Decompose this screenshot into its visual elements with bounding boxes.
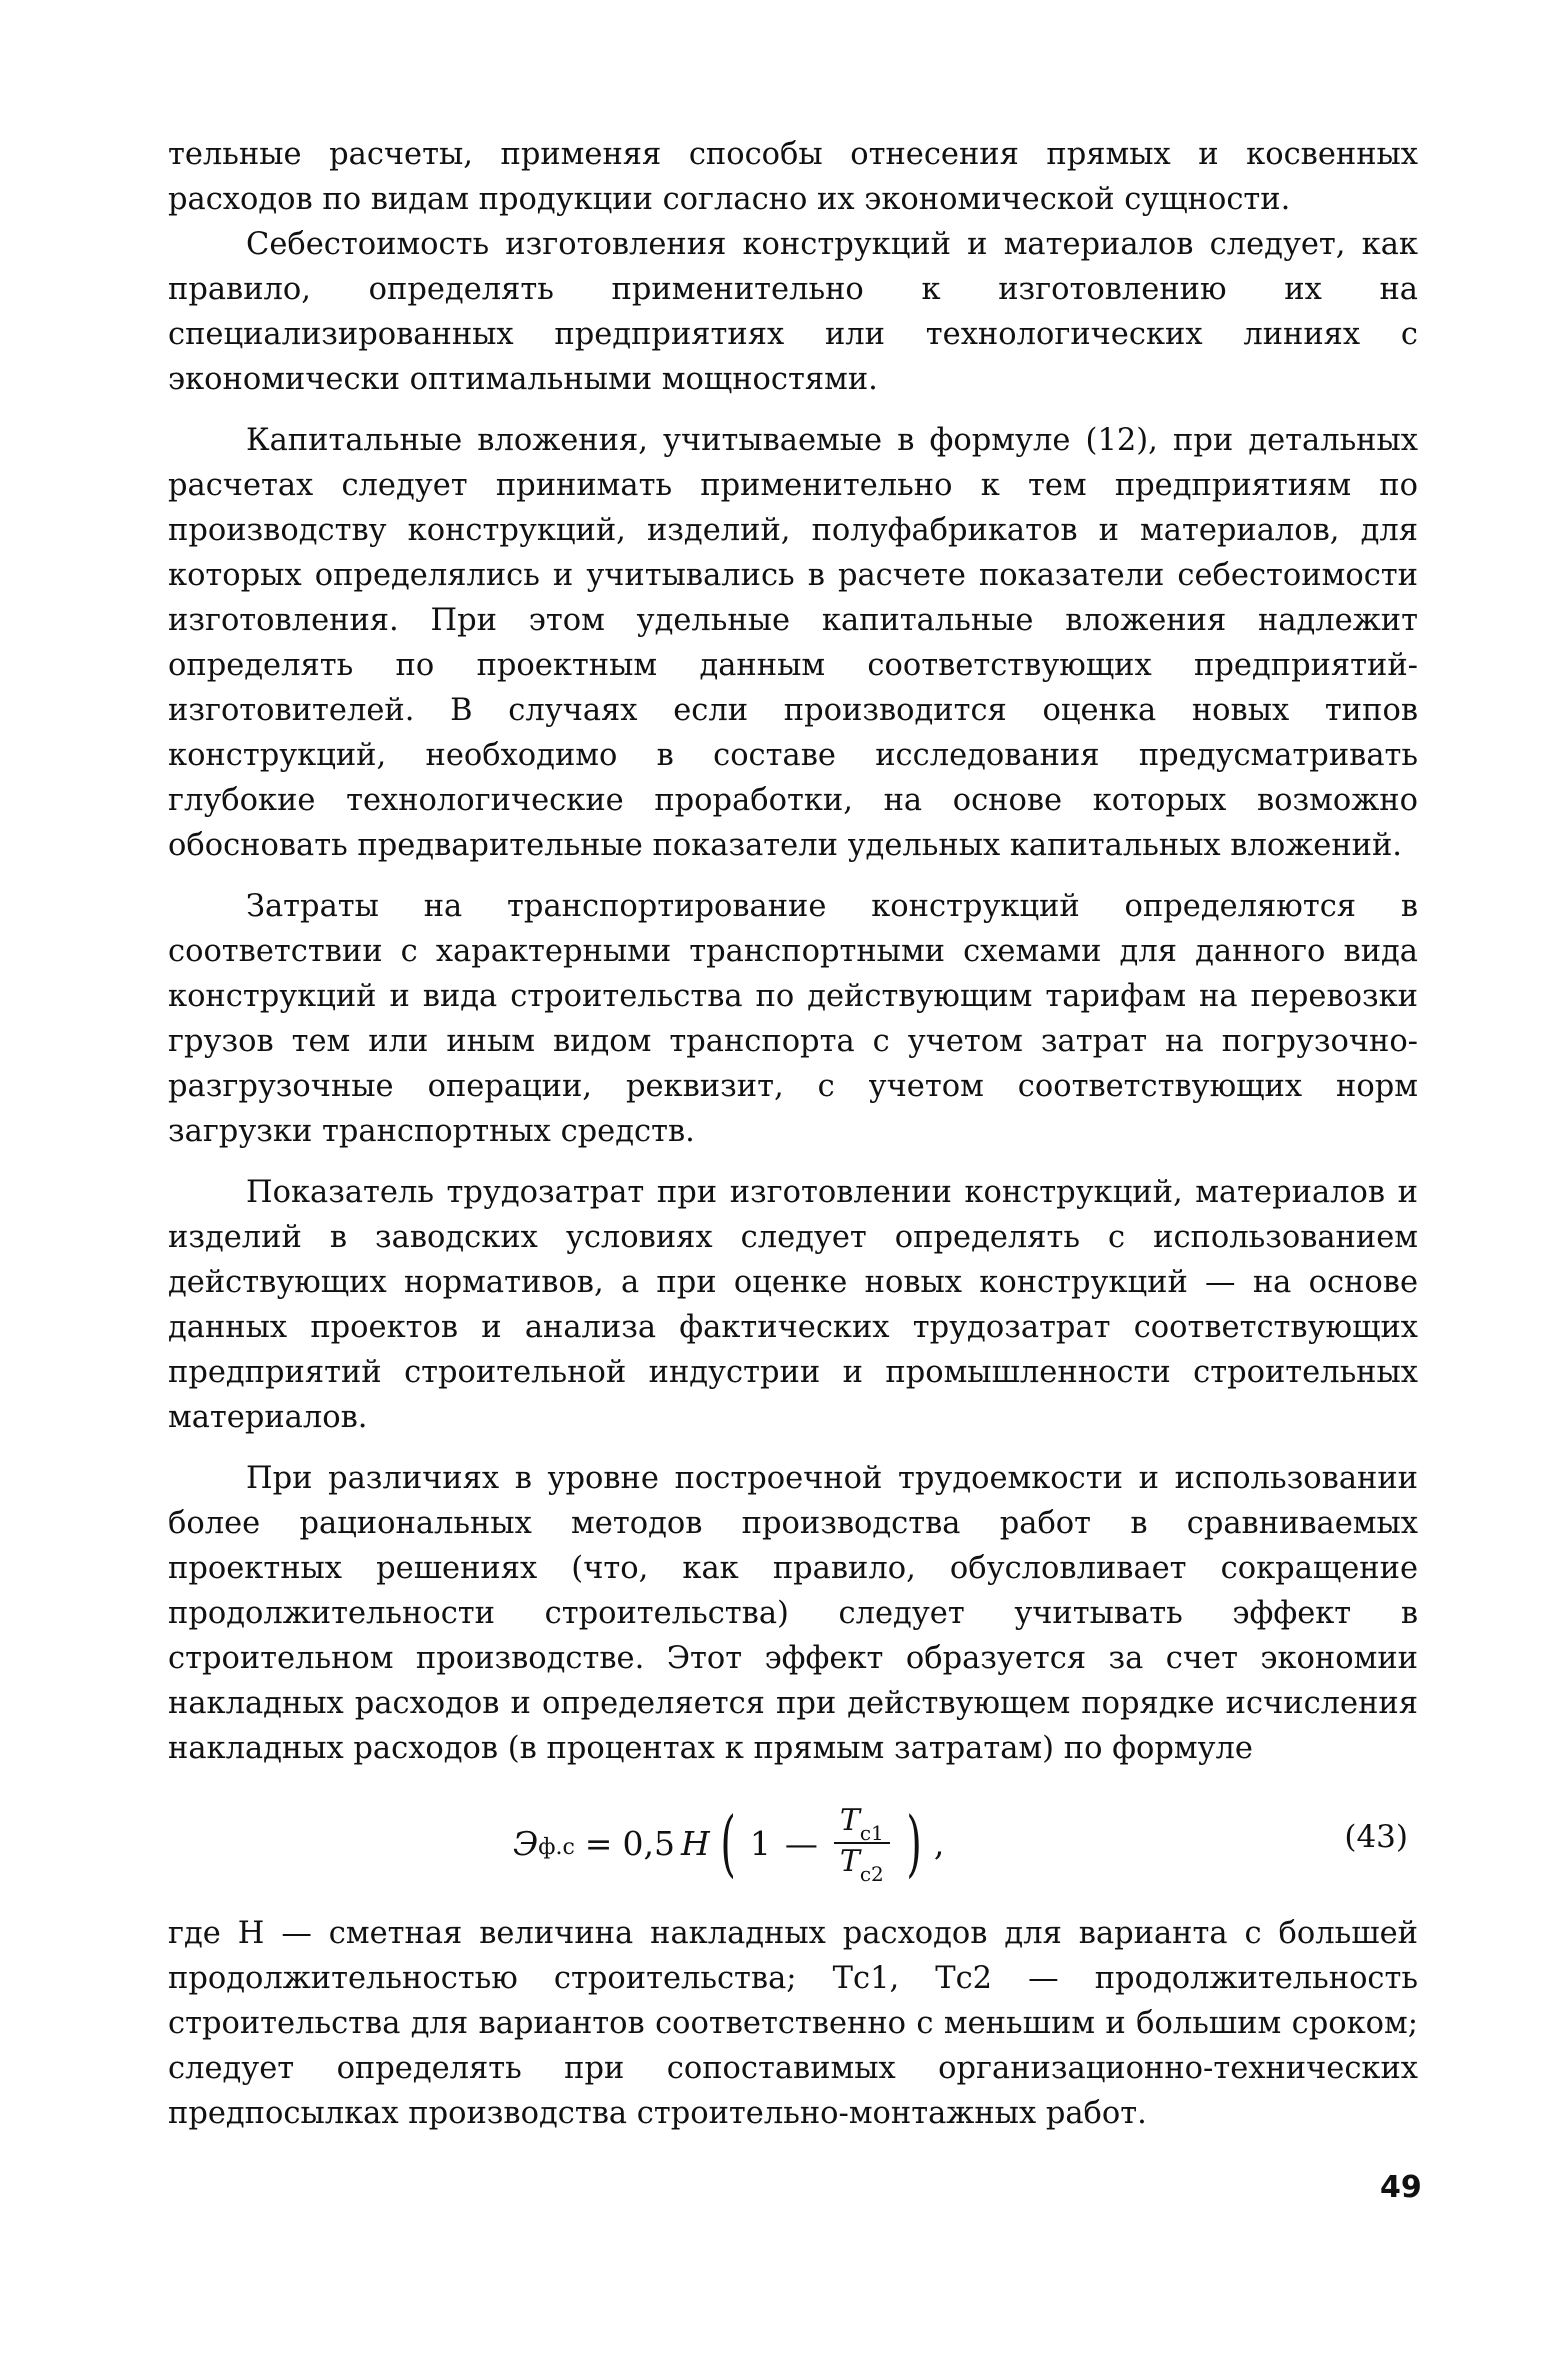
formula-expression xyxy=(513,1801,946,1886)
formula-denominator: $T_{с2}$ xyxy=(839,1844,884,1886)
formula-lhs-symbol: Э xyxy=(513,1823,539,1863)
paragraph-3: Капитальные вложения, учитываемые в формуле (12), при детальных расчетах следует принимать применительно к тем предприятиям по производству конструкций, изделий, полуфабрикатов и материалов, для которых определялись и учитывались в расчете показатели себестоимости изготовления. При этом удельные капитальные вложения надлежит определять по проектным данным соответствующих предприятий-изготовителей. В случаях если производится оценка новых типов конструкций, необходимо в составе исследования предусматривать глубокие технологические проработки, на основе которых возможно обосновать предварительные показатели удельных капитальных вложений. xyxy=(168,423,1418,863)
formula-numerator: $T_{с1}$ xyxy=(834,1803,890,1844)
paragraph-7: где H — сметная величина накладных расходов для варианта с большей продолжительностью строительства; Tс1, Tс2 — продолжительность строительства для вариантов соответственно с меньшим и большим сроком; следует определять при сопоставимых организационно-технических предпосылках производства строительно-монтажных работ. xyxy=(168,1916,1418,2131)
formula-one: 1 xyxy=(749,1823,771,1863)
formula-lhs-subscript: ф.с xyxy=(538,1834,575,1860)
paragraph-4: Затраты на транспортирование конструкций определяются в соответствии с характерными транспортными схемами для данного вида конструкций и вида строительства по действующим тарифам на перевозки грузов тем или иным видом транспорта с учетом затрат на погрузочно-разгрузочные операции, реквизит, с учетом соответствующих норм загрузки транспортных средств. xyxy=(168,889,1418,1149)
formula-right-paren: ) xyxy=(906,1801,922,1885)
formula-fraction xyxy=(834,1803,890,1886)
formula-coefficient: 0,5 xyxy=(622,1823,675,1863)
paragraph-5: Показатель трудозатрат при изготовлении конструкций, материалов и изделий в заводских условиях следует определять с использованием действующих нормативов, а при оценке новых конструкций — на основе данных проектов и анализа фактических трудозатрат соответствующих предприятий строительной индустрии и промышленности строительных материалов. xyxy=(168,1175,1418,1435)
formula-variable: H xyxy=(680,1823,710,1863)
page-body xyxy=(168,132,1418,2136)
formula-equals: = xyxy=(584,1823,613,1863)
formula-left-paren: ( xyxy=(720,1801,736,1885)
formula-number: (43) xyxy=(1344,1819,1408,1855)
page-number: 49 xyxy=(1380,2170,1422,2205)
formula-minus: — xyxy=(784,1823,818,1863)
paragraph-1: тельные расчеты, применяя способы отнесения прямых и косвенных расходов по видам продукции согласно их экономической сущности. xyxy=(168,137,1418,217)
formula-trailing: , xyxy=(933,1823,945,1863)
paragraph-2: Себестоимость изготовления конструкций и материалов следует, как правило, определять применительно к изготовлению их на специализированных предприятиях или технологических линиях с экономически оптимальными мощностями. xyxy=(168,227,1418,397)
formula-43 xyxy=(168,1783,1418,1903)
paragraph-6: При различиях в уровне построечной трудоемкости и использовании более рациональных методов производства работ в сравниваемых проектных решениях (что, как правило, обусловливает сокращение продолжительности строительства) следует учитывать эффект в строительном производстве. Этот эффект образуется за счет экономии накладных расходов и определяется при действующем порядке исчисления накладных расходов (в процентах к прямым затратам) по формуле xyxy=(168,1461,1418,1766)
